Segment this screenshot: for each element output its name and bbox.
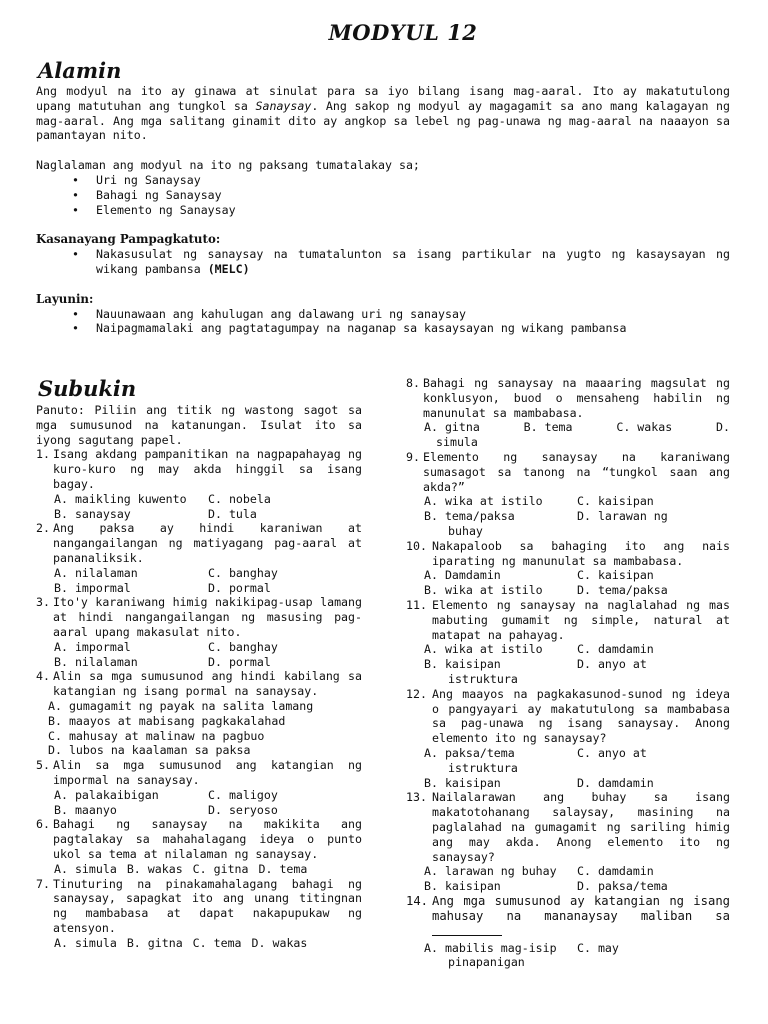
question-14 <box>406 894 730 941</box>
question-text: Ang maayos na pagkakasunod-sunod ng ideya o pangyayari ay makatutulong sa mambabasa sa pag-unawa ng isang sanaysay. Anong elemento ito ng sanaysay? <box>432 686 730 746</box>
question-text: Ang paksa ay hindi karaniwan at nangangailangan ng matiyagang pag-aaral at pananaliksik. <box>53 521 362 565</box>
question-8 <box>406 376 730 420</box>
subukin-heading: Subukin <box>38 376 137 401</box>
option: C. nobela <box>208 491 271 506</box>
option: D. damdamin <box>577 775 654 790</box>
option: B. nilalaman <box>54 654 138 669</box>
option: D. wakas <box>251 935 308 950</box>
options <box>36 699 362 758</box>
option: A. mabilis mag-isip <box>424 940 557 955</box>
question-number: 12. <box>406 686 427 701</box>
option: D. pormal <box>208 654 271 669</box>
option: A. simula <box>54 861 117 876</box>
options <box>36 788 362 818</box>
topic-item: • Bahagi ng Sanaysay <box>72 188 730 203</box>
panuto: Panuto: Piliin ang titik ng wastong sagot sa mga sumusunod na katanungan. Isulat ito sa iyong sagutang papel. <box>36 403 362 447</box>
option: C. damdamin <box>577 864 654 879</box>
layunin-item: • Nauunawaan ang kahulugan ang dalawang uri ng sanaysay <box>72 307 730 322</box>
option: D. anyo at <box>577 657 647 672</box>
question-number: 9. <box>406 449 420 464</box>
topics-list <box>36 173 730 217</box>
question-number: 4. <box>36 669 50 684</box>
options <box>36 640 362 670</box>
topics-intro: Naglalaman ang modyul na ito ng paksang tumatalakay sa; <box>36 158 420 173</box>
option: C. gitna <box>192 861 249 876</box>
options <box>406 776 730 791</box>
options <box>406 568 730 598</box>
question-10 <box>406 539 730 569</box>
option: C. maligoy <box>208 787 278 802</box>
question-11 <box>406 598 730 642</box>
option-continuation: pinapanigan <box>448 955 525 970</box>
option: C. banghay <box>208 565 278 580</box>
option: B. kaisipan <box>424 775 501 790</box>
option: B. tema <box>523 420 573 435</box>
option: B. kaisipan <box>424 879 501 894</box>
options <box>406 941 730 956</box>
kasanayan-text: Nakasusulat ng sanaysay na tumatalunton sa isang partikular na yugto ng kasaysayan ng wikang pambansa <box>96 247 730 276</box>
option: A. gitna <box>424 420 480 435</box>
option: A. nilalaman <box>54 565 138 580</box>
options <box>406 746 730 761</box>
question-number: 10. <box>406 538 427 553</box>
question-9 <box>406 450 730 494</box>
option: B. gitna <box>126 935 183 950</box>
option: C. kaisipan <box>577 494 654 509</box>
question-text: Nailalarawan ang buhay sa isang makatotohanang salaysay, masining na paglalahad na gumagamit ng sariling himig ang may akda. Anong elemento ito ng sanaysay? <box>432 790 730 864</box>
question-text: Isang akdang pampanitikan na nagpapahayag ng kuro-kuro ng may akda hinggil sa isang bagay. <box>53 447 362 491</box>
alamin-heading: Alamin <box>38 58 122 83</box>
option: B. maanyo <box>54 802 117 817</box>
question-12 <box>406 687 730 746</box>
options <box>36 862 362 877</box>
question-number: 3. <box>36 595 50 610</box>
option: C. anyo at <box>577 745 647 760</box>
question-text: Alin sa mga sumusunod ang hindi kabilang sa katangian ng isang pormal na sanaysay. <box>53 669 362 699</box>
option: C. damdamin <box>577 642 654 657</box>
right-column <box>406 376 730 970</box>
options <box>406 864 730 894</box>
options <box>36 936 362 951</box>
question-number: 5. <box>36 758 50 773</box>
question-text: Tinuturing na pinakamahalagang bahagi ng sanaysay, sapagkat ito ang unang titingnan ng mambabasa at dapat nakapupukaw ng atensyon. <box>53 876 362 935</box>
option: D. pormal <box>208 580 271 595</box>
option-continuation: simula <box>436 435 478 450</box>
kasanayan-heading: Kasanayang Pampagkatuto: <box>36 232 221 247</box>
option: B. wakas <box>126 861 183 876</box>
option: A. larawan ng buhay <box>424 864 557 879</box>
option: D. tula <box>208 506 257 521</box>
alamin-text-b: . Ang sakop ng modyul ay magagamit sa ano mang kalagayan ng mag-aaral. Ang mga salitang ginamit dito ay angkop sa lebel ng pag-unawa ng mag-aaral na naaayon sa pamantayan nito. <box>36 98 730 143</box>
question-6 <box>36 817 362 861</box>
question-number: 6. <box>36 817 50 832</box>
option: B. sanaysay <box>54 506 131 521</box>
option-continuation: istruktura <box>448 671 518 686</box>
question-7 <box>36 877 362 936</box>
option: A. palakaibigan <box>54 787 159 802</box>
question-text-content: Ang mga sumusunod ay katangian ng isang mahusay na mananaysay maliban sa <box>432 893 730 924</box>
option: A. impormal <box>54 639 131 654</box>
question-13 <box>406 790 730 864</box>
alamin-paragraph <box>36 84 730 143</box>
page <box>36 18 730 336</box>
melc-tag: (MELC) <box>207 261 250 276</box>
option: C. wakas <box>616 420 673 435</box>
option: A. gumagamit ng payak na salita lamang <box>48 698 314 713</box>
topic-item: • Elemento ng Sanaysay <box>72 203 730 218</box>
option: C. mahusay at malinaw na pagbuo <box>48 728 265 743</box>
question-number: 7. <box>36 876 50 891</box>
option: C. tema <box>192 935 242 950</box>
options <box>36 566 362 596</box>
module-title: MODYUL 12 <box>328 20 478 45</box>
option: A. Damdamin <box>424 568 501 583</box>
question-2 <box>36 521 362 565</box>
options <box>406 642 730 672</box>
answer-blank <box>432 925 502 936</box>
options <box>36 492 362 522</box>
option: A. wika at istilo <box>424 642 543 657</box>
question-1 <box>36 447 362 491</box>
option-continuation: istruktura <box>448 760 518 775</box>
option: B. kaisipan <box>424 657 501 672</box>
question-number: 11. <box>406 597 427 612</box>
question-text: Ito'y karaniwang himig nakikipag-usap lamang at hindi nangangailangan ng masusing pag-aaral upang makasulat nito. <box>53 595 362 639</box>
option: B. wika at istilo <box>424 583 543 598</box>
option: D. seryoso <box>208 802 278 817</box>
option: D. lubos na kaalaman sa paksa <box>48 743 251 758</box>
question-3 <box>36 595 362 639</box>
option: C. may <box>577 940 619 955</box>
option <box>577 509 730 524</box>
option: D. <box>716 420 730 435</box>
option: A. simula <box>54 935 117 950</box>
kasanayan-list <box>36 247 730 277</box>
options <box>406 494 730 524</box>
question-5 <box>36 758 362 788</box>
question-text: Bahagi ng sanaysay na maaaring magsulat ng konklusyon, buod o mensaheng habilin ng manunulat sa mambabasa. <box>423 376 730 420</box>
alamin-text-emphasis: Sanaysay <box>255 98 312 113</box>
question-text: Nakapaloob sa bahaging ito ang nais iparating ng manunulat sa mambabasa. <box>432 538 730 568</box>
option: A. paksa/tema <box>424 745 515 760</box>
options <box>406 420 730 435</box>
question-text <box>432 894 730 941</box>
option: A. wika at istilo <box>424 494 543 509</box>
option-continuation: buhay <box>448 523 483 538</box>
alamin-text-a: Ang modyul na ito ay ginawa at sinulat para sa iyo bilang isang mag-aaral. Ito ay makatutulong upang matutuhan ang tungkol sa <box>36 84 730 113</box>
question-text: Elemento ng sanaysay na naglalahad ng mas mabuting gumamit ng simple, natural at matapat na pahayag. <box>432 597 730 642</box>
question-text: Elemento ng sanaysay na karaniwang sumasagot sa tanong na “tungkol saan ang akda?” <box>423 449 730 494</box>
option: D. paksa/tema <box>577 879 668 894</box>
question-number: 13. <box>406 790 427 805</box>
option: D. tema/paksa <box>577 583 668 598</box>
option: B. impormal <box>54 580 131 595</box>
question-text: Bahagi ng sanaysay na makikita ang pagtalakay sa mahahalagang ideya o punto ukol sa tema at nilalaman ng sanaysay. <box>53 817 362 861</box>
option: A. maikling kuwento <box>54 491 187 506</box>
question-number: 14. <box>406 893 429 908</box>
layunin-item: • Naipagmamalaki ang pagtatagumpay na naganap sa kasaysayan ng wikang pambansa <box>72 321 730 336</box>
question-number: 8. <box>406 376 420 390</box>
option: C. banghay <box>208 639 278 654</box>
option-text: D. larawan ng <box>577 509 668 524</box>
question-text: Alin sa mga sumusunod ang katangian ng impormal na sanaysay. <box>53 758 362 787</box>
layunin-list <box>36 307 730 337</box>
topic-item: • Uri ng Sanaysay <box>72 173 730 188</box>
question-4 <box>36 669 362 699</box>
kasanayan-item <box>72 247 730 277</box>
option: B. tema/paksa <box>424 509 515 524</box>
option: B. maayos at mabisang pagkakalahad <box>48 713 286 728</box>
question-number: 1. <box>36 447 50 462</box>
left-column <box>36 376 362 950</box>
question-number: 2. <box>36 521 50 536</box>
option: C. kaisipan <box>577 568 654 583</box>
option: D. tema <box>258 861 308 876</box>
layunin-heading: Layunin: <box>36 291 94 306</box>
